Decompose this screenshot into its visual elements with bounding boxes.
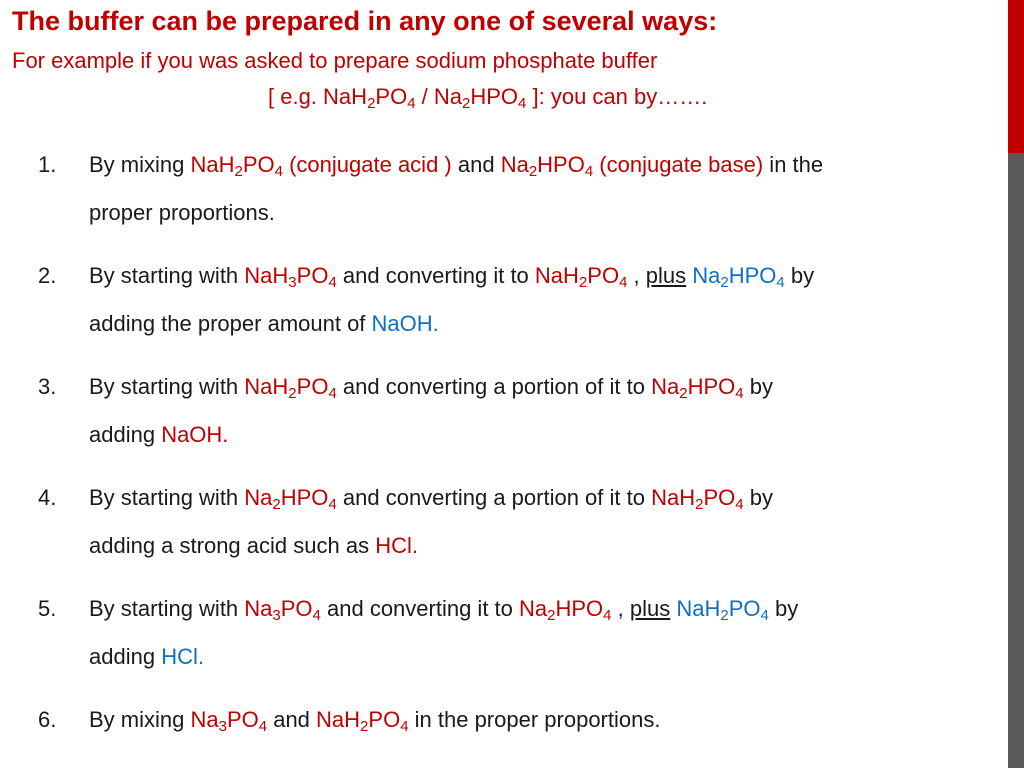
subtitle-line-2 xyxy=(268,84,707,110)
step-line-1: By mixing $NaH_2PO_4$ (conjugate acid ) and $Na_2HPO_4$ (conjugate base) in the xyxy=(89,152,824,180)
slide-title: The buffer can be prepared in any one of several ways: xyxy=(12,6,718,36)
slide-side-bar xyxy=(1008,0,1024,768)
step-line-2: adding the proper amount of NaOH. xyxy=(89,311,439,336)
reagent: HCl. xyxy=(375,533,418,558)
step-number: 3. xyxy=(38,374,57,399)
step-line-1: By starting with $NaH_2PO_4$ and converting a portion of it to $Na_2HPO_4$ by xyxy=(89,374,773,402)
step-line-2: proper proportions. xyxy=(89,200,275,225)
formula-second-product: $Na_2HPO_4$ xyxy=(692,263,785,291)
formula-start: $Na_2HPO_4$ xyxy=(244,485,337,513)
formula-product: $Na_2HPO_4$ xyxy=(519,596,612,624)
step-number: 2. xyxy=(38,263,57,288)
formula-product: $NaH_2PO_4$ xyxy=(534,263,628,291)
formula-start: $NaH_3PO_4$ xyxy=(244,263,337,291)
formula-product: $NaH_2PO_4$ xyxy=(651,485,744,513)
step-number: 4. xyxy=(38,485,57,510)
step-line-2: adding a strong acid such as HCl. xyxy=(89,533,418,558)
plus-word: plus xyxy=(629,596,671,621)
step-number: 6. xyxy=(38,707,57,732)
formula-first: $Na_3PO_4$ xyxy=(190,707,268,735)
reagent: NaOH. xyxy=(371,311,439,336)
step-line-2: adding HCl. xyxy=(89,644,204,669)
subtitle-close: ]: you can by……. xyxy=(526,84,708,109)
step-line-1: By starting with $Na_2HPO_4$ and converting a portion of it to $NaH_2PO_4$ by xyxy=(89,485,773,513)
formula-start: $Na_3PO_4$ xyxy=(244,596,321,624)
subtitle-acid-formula: $NaH_2PO_4$ xyxy=(323,84,416,112)
reagent: HCl. xyxy=(161,644,204,669)
formula-second-product: $NaH_2PO_4$ xyxy=(676,596,769,624)
side-bar-accent xyxy=(1008,0,1024,153)
formula-base: $Na_2HPO_4$ (conjugate base) xyxy=(500,152,764,180)
subtitle-base-formula: $Na_2HPO_4$ xyxy=(433,84,527,112)
subtitle-line-1: For example if you was asked to prepare sodium phosphate buffer xyxy=(12,48,658,73)
formula-acid: $NaH_2PO_4$ (conjugate acid ) xyxy=(190,152,452,180)
subtitle-open: [ e.g. xyxy=(268,84,324,109)
formula-start: $NaH_2PO_4$ xyxy=(244,374,337,402)
step-line-1: By mixing $Na_3PO_4$ and $NaH_2PO_4$ in the proper proportions. xyxy=(89,707,661,735)
subtitle-slash: / xyxy=(415,84,434,109)
step-number: 1. xyxy=(38,152,57,177)
step-line-1: By starting with $Na_3PO_4$ and converting it to $Na_2HPO_4$ , plus $NaH_2PO_4$ by xyxy=(89,596,799,624)
step-number: 5. xyxy=(38,596,57,621)
reagent: NaOH. xyxy=(161,422,229,447)
formula-second: $NaH_2PO_4$ xyxy=(316,707,409,735)
step-line-1: By starting with $NaH_3PO_4$ and converting it to $NaH_2PO_4$ , plus $Na_2HPO_4$ by xyxy=(89,263,815,291)
plus-word: plus xyxy=(645,263,687,288)
step-line-2: adding NaOH. xyxy=(89,422,229,447)
formula-product: $Na_2HPO_4$ xyxy=(651,374,744,402)
